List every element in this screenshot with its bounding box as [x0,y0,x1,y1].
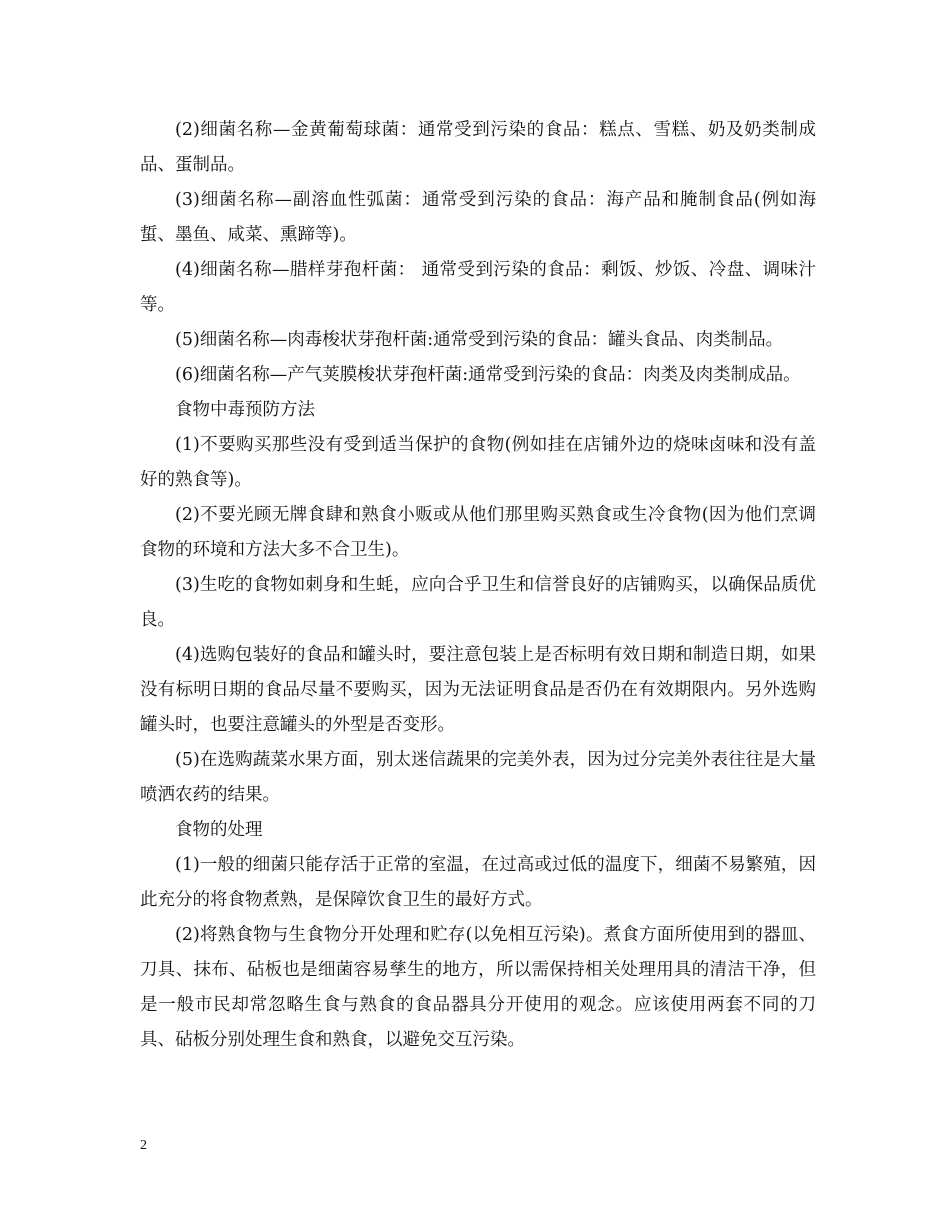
prevention-item-1: (1)不要购买那些没有受到适当保护的食物(例如挂在店铺外边的烧味卤味和没有盖好的熟食等)。 [140,435,816,490]
bacteria-item-staphylococcus: (2)细菌名称—金黄葡萄球菌：通常受到污染的食品：糕点、雪糕、奶及奶类制成品、蛋制品。 [140,120,816,175]
prevention-item-2: (2)不要光顾无牌食肆和熟食小贩或从他们那里购买熟食或生冷食物(因为他们烹调食物的环境和方法大多不合卫生)。 [140,505,816,560]
prevention-item-4: (4)选购包装好的食品和罐头时，要注意包装上是否标明有效日期和制造日期，如果没有标明日期的食品尽量不要购买，因为无法证明食品是否仍在有效期限内。另外选购罐头时，也要注意罐头的外型是否变形。 [140,645,816,735]
page-number: 2 [140,1138,147,1153]
bacteria-item-vibrio: (3)细菌名称—副溶血性弧菌：通常受到污染的食品：海产品和腌制食品(例如海蜇、墨鱼、咸菜、熏蹄等)。 [140,190,816,245]
bacteria-item-bacillus-cereus: (4)细菌名称—腊样芽孢杆菌： 通常受到污染的食品：剩饭、炒饭、冷盘、调味汁等。 [140,260,816,315]
bacteria-item-botulinum: (5)细菌名称—肉毒梭状芽孢杆菌:通常受到污染的食品：罐头食品、肉类制品。 [175,330,784,350]
document-body [140,113,816,1058]
section-heading-handling: 食物的处理 [175,820,263,840]
prevention-item-5: (5)在选购蔬菜水果方面，别太迷信蔬果的完美外表，因为过分完美外表往往是大量喷洒农药的结果。 [140,750,816,805]
prevention-item-3: (3)生吃的食物如刺身和生蚝，应向合乎卫生和信誉良好的店铺购买，以确保品质优良。 [140,575,816,630]
section-heading-prevention: 食物中毒预防方法 [175,400,315,420]
bacteria-item-perfringens: (6)细菌名称—产气荚膜梭状芽孢杆菌:通常受到污染的食品：肉类及肉类制成品。 [175,365,801,385]
handling-item-1: (1)一般的细菌只能存活于正常的室温，在过高或过低的温度下，细菌不易繁殖，因此充分的将食物煮熟，是保障饮食卫生的最好方式。 [140,855,816,910]
handling-item-2: (2)将熟食物与生食物分开处理和贮存(以免相互污染)。煮食方面所使用到的器皿、刀具、抹布、砧板也是细菌容易孳生的地方，所以需保持相关处理用具的清洁干净，但是一般市民却常忽略生食与熟食的食品器具分开使用的观念。应该使用两套不同的刀具、砧板分别处理生食和熟食，以避免交互污染。 [140,925,816,1050]
